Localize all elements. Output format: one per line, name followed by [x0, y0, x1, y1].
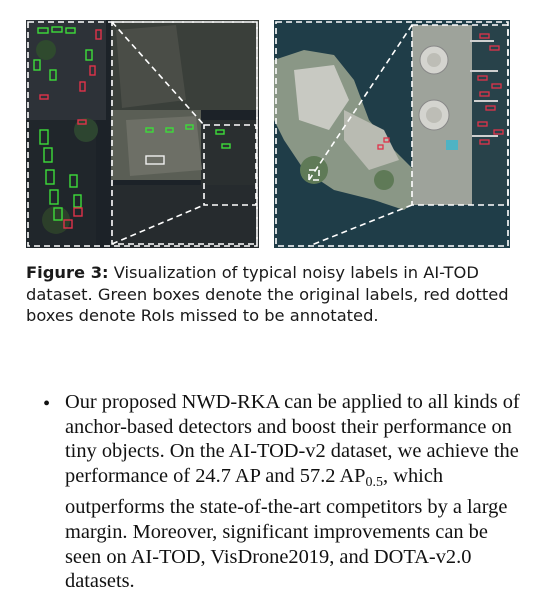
bullet-text	[65, 390, 525, 594]
aerial-scene-left	[26, 20, 259, 248]
figure-caption	[26, 262, 526, 327]
aerial-image-right	[274, 20, 510, 248]
ap-subscript: 0.5	[365, 474, 384, 490]
bullet-text-part1: Our proposed NWD-RKA can be applied to all kinds of anchor-based detectors and boost their performance on tiny objects. On the AI-TOD-v2 dataset, we achieve the performance of 24.7 AP and 57.2 AP	[65, 391, 520, 487]
aerial-image-left	[26, 20, 259, 248]
aerial-scene-right	[274, 20, 510, 248]
caption-label: Figure 3:	[26, 263, 109, 282]
bullet-marker: •	[43, 393, 51, 415]
bullet-text-part2: , which outperforms the state-of-the-art competitors by a large margin. Moreover, significant improvements can be seen on AI-TOD, VisDrone2019, and DOTA-v2.0 datasets.	[65, 464, 508, 593]
caption-text: Visualization of typical noisy labels in AI-TOD dataset. Green boxes denote the original labels, red dotted boxes denote RoIs missed to be annotated.	[26, 263, 509, 325]
